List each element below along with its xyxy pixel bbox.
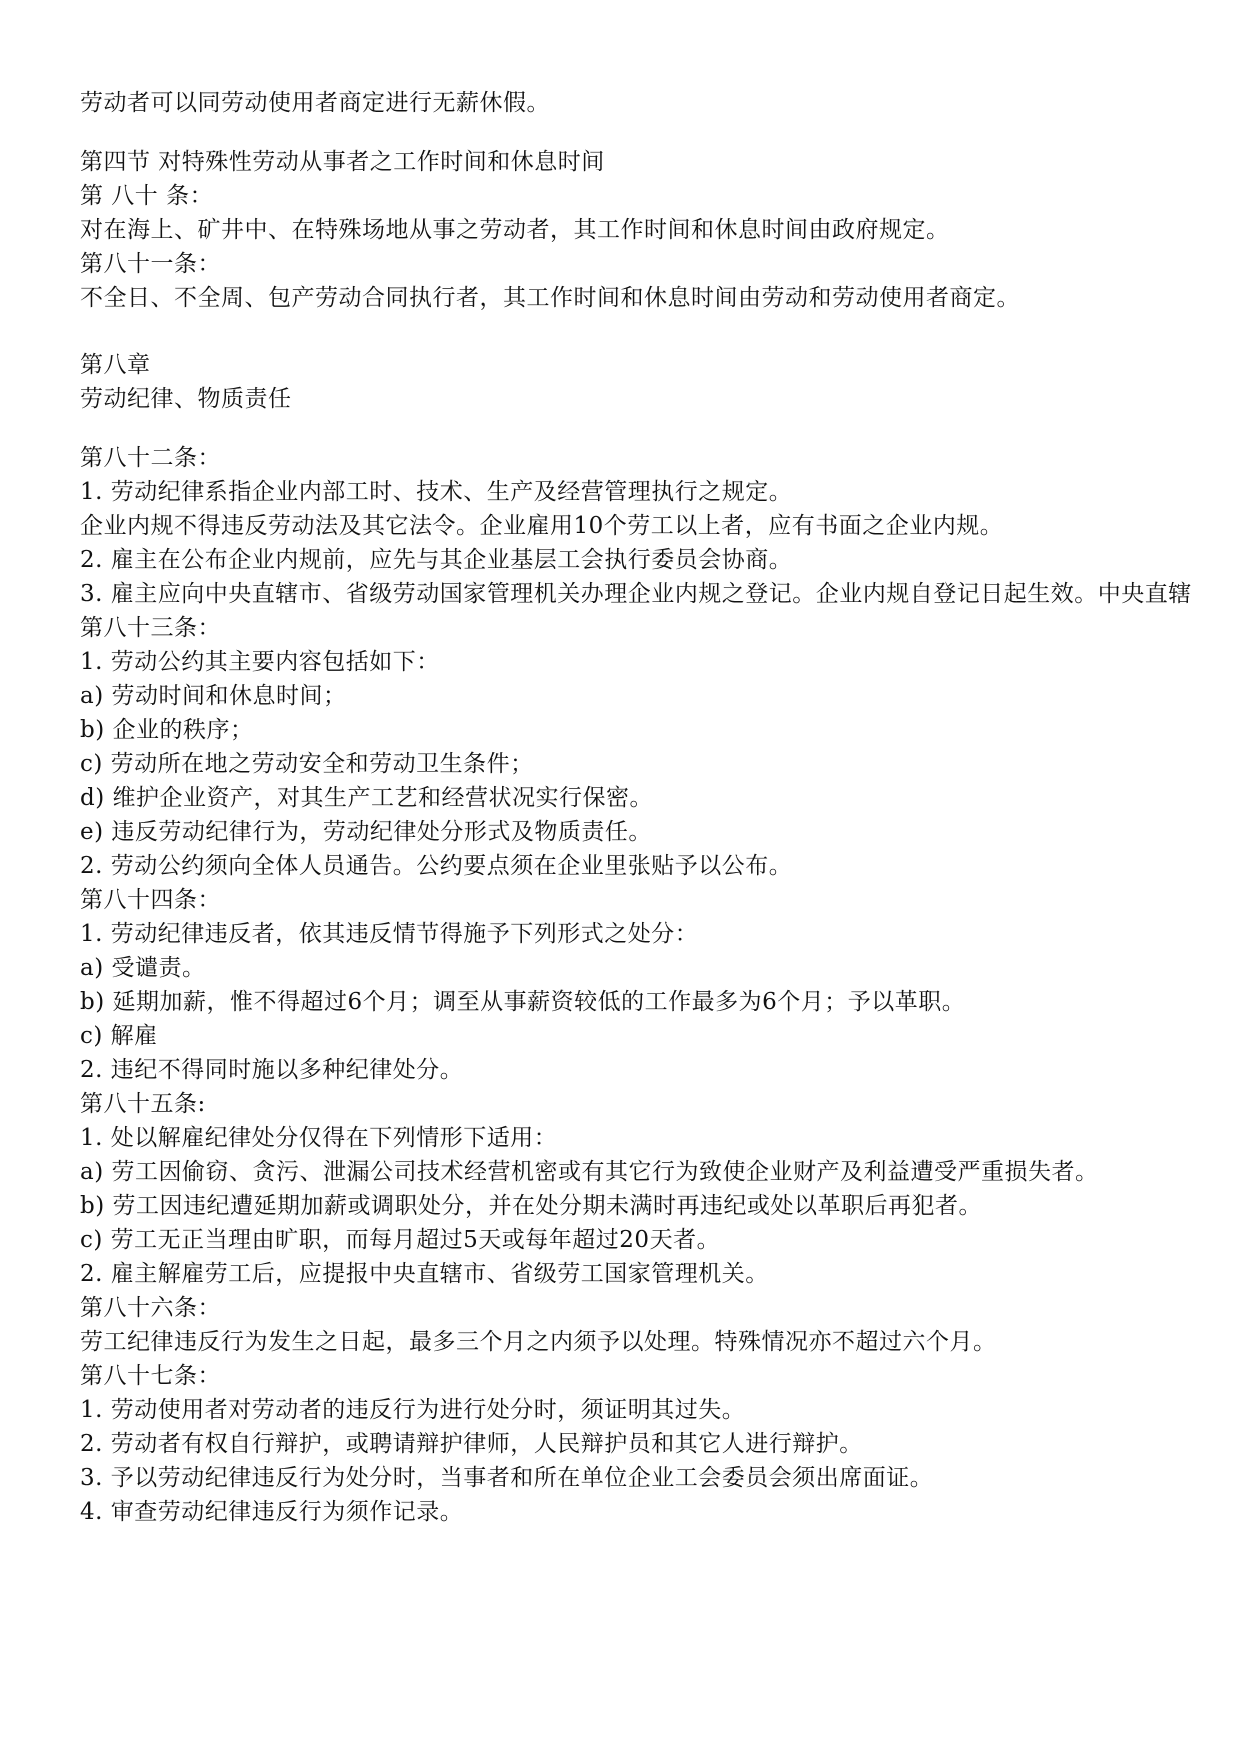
paragraph-line: 2. 劳动公约须向全体人员通告。公约要点须在企业里张贴予以公布。 [80,853,793,879]
paragraph-line: 4. 审查劳动纪律违反行为须作记录。 [80,1499,464,1525]
paragraph-line: 1. 处以解雇纪律处分仅得在下列情形下适用： [80,1125,558,1151]
list-item: c) 劳动所在地之劳动安全和劳动卫生条件； [80,751,534,777]
list-item: c) 解雇 [80,1023,158,1049]
list-item: d) 维护企业资产，对其生产工艺和经营状况实行保密。 [80,785,654,811]
paragraph-line: 对在海上、矿井中、在特殊场地从事之劳动者，其工作时间和休息时间由政府规定。 [80,217,950,243]
chapter-title: 劳动纪律、物质责任 [80,386,292,412]
list-item: c) 劳工无正当理由旷职，而每月超过5天或每年超过20天者。 [80,1227,721,1253]
paragraph-line: 不全日、不全周、包产劳动合同执行者，其工作时间和休息时间由劳动和劳动使用者商定。 [80,285,1020,311]
paragraph-line: 1. 劳动使用者对劳动者的违反行为进行处分时，须证明其过失。 [80,1397,746,1423]
article-heading: 第八十三条： [80,615,221,641]
paragraph-line: 劳工纪律违反行为发生之日起，最多三个月之内须予以处理。特殊情况亦不超过六个月。 [80,1329,997,1355]
list-item: b) 延期加薪，惟不得超过6个月；调至从事薪资较低的工作最多为6个月；予以革职。 [80,989,966,1015]
chapter-heading: 第八章 [80,352,151,378]
paragraph-line: 企业内规不得违反劳动法及其它法令。企业雇用10个劳工以上者，应有书面之企业内规。 [80,513,1004,539]
paragraph-line: 2. 违纪不得同时施以多种纪律处分。 [80,1057,464,1083]
paragraph-line: 1. 劳动公约其主要内容包括如下： [80,649,440,675]
list-item: a) 受谴责。 [80,955,206,981]
paragraph-line: 2. 雇主在公布企业内规前，应先与其企业基层工会执行委员会协商。 [80,547,793,573]
article-heading: 第八十五条: [80,1091,206,1117]
paragraph-line: 1. 劳动纪律违反者，依其违反情节得施予下列形式之处分： [80,921,699,947]
article-heading: 第八十二条： [80,445,221,471]
paragraph-line: 2. 劳动者有权自行辩护，或聘请辩护律师，人民辩护员和其它人进行辩护。 [80,1431,863,1457]
article-heading: 第 八十 条： [80,183,214,209]
paragraph-line: 2. 雇主解雇劳工后，应提报中央直辖市、省级劳工国家管理机关。 [80,1261,769,1287]
section-heading: 第四节 对特殊性劳动从事者之工作时间和休息时间 [80,149,605,175]
paragraph-line: 3. 予以劳动纪律违反行为处分时，当事者和所在单位企业工会委员会须出席面证。 [80,1465,934,1491]
paragraph-line: 1. 劳动纪律系指企业内部工时、技术、生产及经营管理执行之规定。 [80,479,793,505]
list-item: b) 劳工因违纪遭延期加薪或调职处分，并在处分期未满时再违纪或处以革职后再犯者。 [80,1193,983,1219]
list-item: a) 劳动时间和休息时间； [80,683,347,709]
list-item: a) 劳工因偷窃、贪污、泄漏公司技术经营机密或有其它行为致使企业财产及利益遭受严重损失者。 [80,1159,1099,1185]
article-heading: 第八十七条： [80,1363,221,1389]
article-heading: 第八十四条： [80,887,221,913]
article-heading: 第八十一条： [80,251,221,277]
paragraph-line: 3. 雇主应向中央直辖市、省级劳动国家管理机关办理企业内规之登记。企业内规自登记日起生效。中央直辖 [80,581,1192,607]
list-item: e) 违反劳动纪律行为，劳动纪律处分形式及物质责任。 [80,819,652,845]
article-heading: 第八十六条： [80,1295,221,1321]
paragraph-line: 劳动者可以同劳动使用者商定进行无薪休假。 [80,90,550,116]
list-item: b) 企业的秩序； [80,717,254,743]
